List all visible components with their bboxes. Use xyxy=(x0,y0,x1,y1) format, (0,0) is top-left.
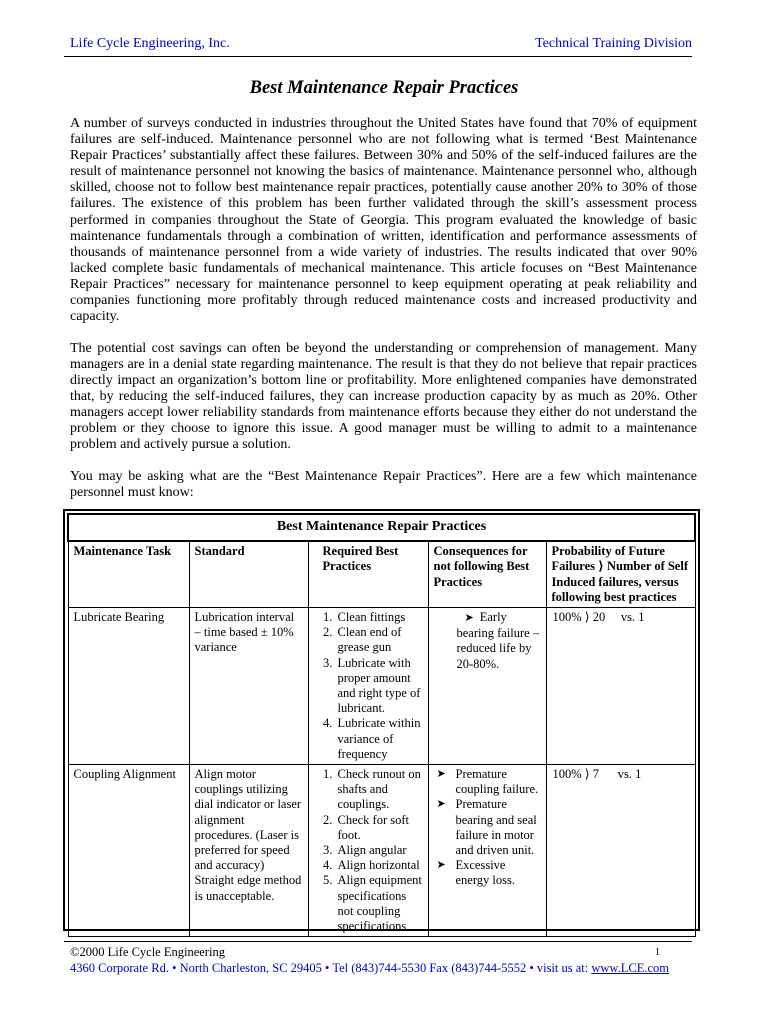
paragraph: The potential cost savings can often be beyond the understanding or comprehension of management. Many managers are in a denial state regarding maintenance. The result is that they do not believe that repair practices directly impact an organization’s bottom line or profitability. More enlightened companies have demonstrated that, by reducing the self-induced failures, they can increase production capacity by as much as 20%. Other managers accept lower reliability standards from maintenance efforts because they either do not understand the problem or they choose to ignore this issue. A good manager must be willing to admit to a maintenance problem and actively pursue a solution. xyxy=(70,340,697,453)
probability-cell: 100% ⟩ 7 vs. 1 xyxy=(546,765,695,937)
standard-cell: Align motor couplings utilizing dial indicator or laser alignment procedures. (Laser is preferred for speed and accuracy) Straight edge method is unacceptable. xyxy=(189,765,308,937)
consequences-cell xyxy=(428,608,546,765)
footer-address xyxy=(70,961,669,976)
practices-cell xyxy=(308,765,428,937)
consequences-cell xyxy=(428,765,546,937)
division-name: Technical Training Division xyxy=(535,36,692,51)
table-row xyxy=(68,765,695,937)
practices-table xyxy=(63,509,700,934)
column-header: Standard xyxy=(189,541,308,607)
table-header-row xyxy=(68,541,695,607)
footer-rule xyxy=(64,941,692,942)
body-text xyxy=(70,116,697,517)
practice-item: 4. Align horizontal xyxy=(336,858,423,873)
paragraph: A number of surveys conducted in industries throughout the United States have found that 70% of equipment failures are self-induced. Maintenance personnel who are not following what is termed ‘Best Maintenance Repair Practices’ substantially affect these failures. Between 30% and 50% of the self-induced failures are the result of maintenance personnel not knowing the basics of maintenance. Maintenance personnel who, although skilled, choose not to follow best maintenance repair practices, potentially cause another 20% to 30% of those failures. The existence of this problem has been further validated through the skill’s assessment process performed in companies throughout the State of Georgia. This program evaluated the knowledge of basic maintenance fundamentals through a combination of written, identification and performance assessments of thousands of maintenance personnel from a wide variety of industries. The results indicated that over 90% lacked complete basic fundamentals of mechanical maintenance. This article focuses on “Best Maintenance Repair Practices” necessary for maintenance personnel to keep equipment operating at peak reliability and companies functioning more profitably through reduced maintenance costs and increased productivity and capacity. xyxy=(70,116,697,325)
task-cell: Coupling Alignment xyxy=(68,765,189,937)
arrow-bullet-icon: ➤ xyxy=(464,612,474,625)
arrow-bullet-icon: ➤ xyxy=(436,768,446,781)
practice-item: 2. Clean end of grease gun xyxy=(336,625,423,655)
address-text: 4360 Corporate Rd. • North Charleston, SC 29405 • Tel (843)744-5530 Fax (843)744-5552 • visit us at: xyxy=(70,961,589,975)
arrow-bullet-icon: ➤ xyxy=(436,798,446,811)
practice-item: 3. Align angular xyxy=(336,843,423,858)
column-header: Probability of Future Failures ⟩ Number of Self Induced failures, versus following best practices xyxy=(546,541,695,607)
paragraph: You may be asking what are the “Best Maintenance Repair Practices”. Here are a few which maintenance personnel must know: xyxy=(70,468,697,500)
task-cell: Lubricate Bearing xyxy=(68,608,189,765)
arrow-bullet-icon: ➤ xyxy=(436,859,446,872)
table-caption: Best Maintenance Repair Practices xyxy=(68,514,695,541)
practice-item: 3. Lubricate with proper amount and right type of lubricant. xyxy=(336,656,423,717)
consequence-item: Premature coupling failure. xyxy=(455,767,539,797)
copyright-text: ©2000 Life Cycle Engineering xyxy=(70,945,225,959)
practice-item: 4. Lubricate within variance of frequency xyxy=(336,716,423,762)
page-header xyxy=(64,36,692,56)
page-number: 1 xyxy=(655,947,660,958)
company-name: Life Cycle Engineering, Inc. xyxy=(70,36,230,51)
column-header: Consequences for not following Best Practices xyxy=(428,541,546,607)
practice-item: 1. Check runout on shafts and couplings. xyxy=(336,767,423,813)
consequence-item: Premature bearing and seal failure in motor and driven unit. xyxy=(455,797,537,858)
standard-cell: Lubrication interval – time based ± 10% variance xyxy=(189,608,308,765)
practices-cell xyxy=(308,608,428,765)
column-header: Maintenance Task xyxy=(68,541,189,607)
column-header: Required Best Practices xyxy=(308,541,428,607)
consequence-item: Early bearing failure – reduced life by 20-80%. xyxy=(456,610,540,671)
practice-item: 5. Align equipment specifications not coupling specifications xyxy=(336,873,423,934)
table-row xyxy=(68,608,695,765)
practice-item: 1. Clean fittings xyxy=(336,610,423,625)
consequence-item: Excessive energy loss. xyxy=(455,858,515,888)
probability-cell: 100% ⟩ 20 vs. 1 xyxy=(546,608,695,765)
document-title: Best Maintenance Repair Practices xyxy=(249,78,519,98)
header-rule xyxy=(64,56,692,57)
practice-item: 2. Check for soft foot. xyxy=(336,813,423,843)
website-link[interactable]: www.LCE.com xyxy=(591,961,670,975)
footer-line xyxy=(70,945,660,960)
